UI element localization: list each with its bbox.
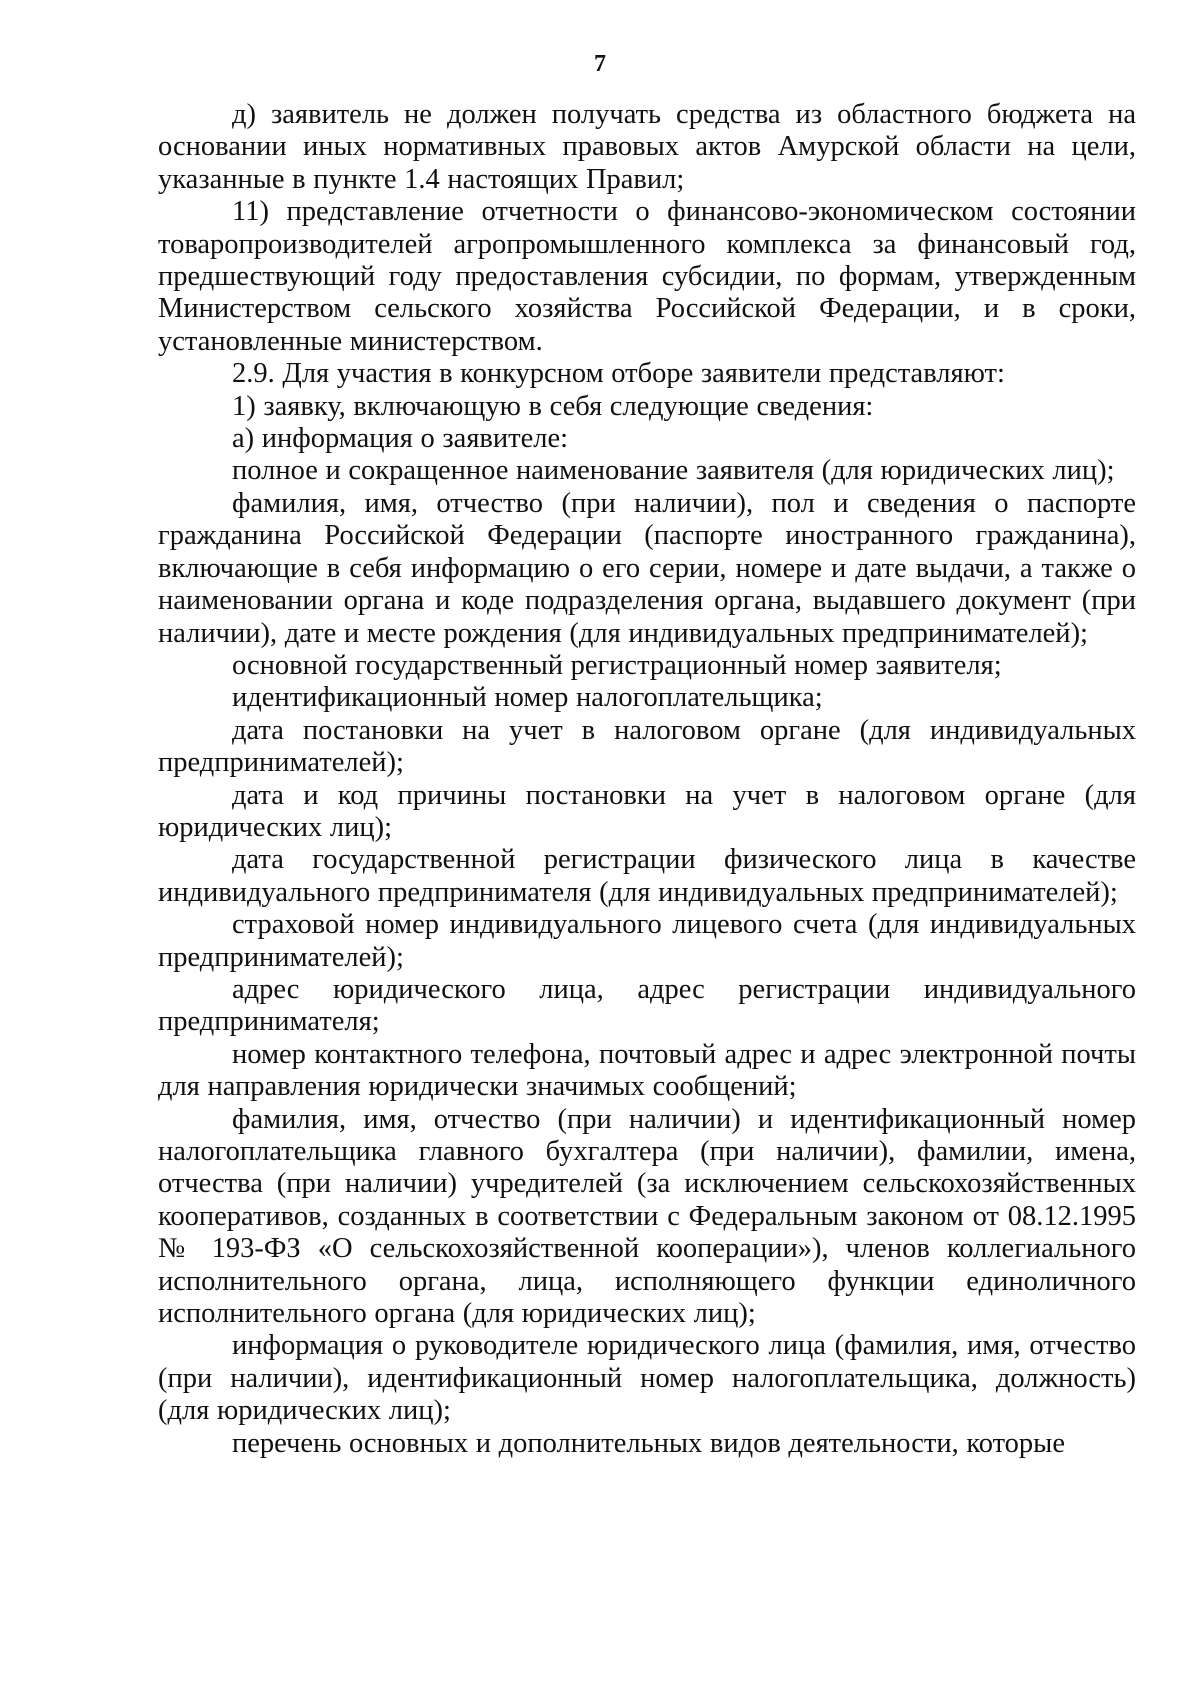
paragraph: перечень основных и дополнительных видов деятельности, которые [232, 1427, 1065, 1459]
paragraph: страховой номер индивидуального лицевого счета (для индивидуальных предпринимателей); [158, 909, 1136, 973]
document-body [158, 99, 1136, 1460]
paragraph: 11) представление отчетности о финансово-экономическом состоянии товаропроизводителей агропромышленного комплекса за финансовый год, предшествующий году предоставления субсидии, по формам, утвержденным Министерством сельского хозяйства Российской Федерации, и в сроки, установленные министерством. [158, 196, 1136, 357]
paragraph: основной государственный регистрационный номер заявителя; [232, 649, 1002, 681]
paragraph: фамилия, имя, отчество (при наличии), пол и сведения о паспорте гражданина Российской Федерации (паспорте иностранного гражданина), включающие в себя информацию о его серии, номере и дате выдачи, а также о наименовании органа и коде подразделения органа, выдавшего документ (при наличии), дате и месте рождения (для индивидуальных предпринимателей); [158, 487, 1136, 649]
paragraph: 1) заявку, включающую в себя следующие сведения: [232, 390, 874, 422]
paragraph: д) заявитель не должен получать средства из областного бюджета на основании иных нормативных правовых актов Амурской области на цели, указанные в пункте 1.4 настоящих Правил; [158, 99, 1136, 195]
paragraph: полное и сокращенное наименование заявителя (для юридических лиц); [232, 455, 1115, 487]
paragraph: фамилия, имя, отчество (при наличии) и идентификационный номер налогоплательщика главного бухгалтера (при наличии), фамилии, имена, отчества (при наличии) учредителей (за исключением сельскохозяйственных кооперативов, созданных в соответствии с Федеральным законом от 08.12.1995 № 193-ФЗ «О сельскохозяйственной кооперации»), членов коллегиального исполнительного органа, лица, исполняющего функции единоличного исполнительного органа (для юридических лиц); [158, 1103, 1136, 1330]
paragraph: информация о руководителе юридического лица (фамилия, имя, отчество (при наличии), идентификационный номер налогоплательщика, должность) (для юридических лиц); [158, 1330, 1136, 1427]
paragraph: а) информация о заявителе: [232, 423, 569, 455]
paragraph: дата и код причины постановки на учет в налоговом органе (для юридических лиц); [158, 779, 1136, 843]
paragraph: дата государственной регистрации физического лица в качестве индивидуального предпринимателя (для индивидуальных предпринимателей); [158, 844, 1136, 908]
paragraph: идентификационный номер налогоплательщика; [232, 682, 823, 714]
paragraph: 2.9. Для участия в конкурсном отборе заявители представляют: [232, 358, 1005, 390]
paragraph: дата постановки на учет в налоговом органе (для индивидуальных предпринимателей); [158, 714, 1136, 779]
paragraph: адрес юридического лица, адрес регистрации индивидуального предпринимателя; [158, 973, 1136, 1038]
page-number: 7 [594, 51, 606, 77]
paragraph: номер контактного телефона, почтовый адрес и адрес электронной почты для направления юридически значимых сообщений; [158, 1038, 1136, 1103]
